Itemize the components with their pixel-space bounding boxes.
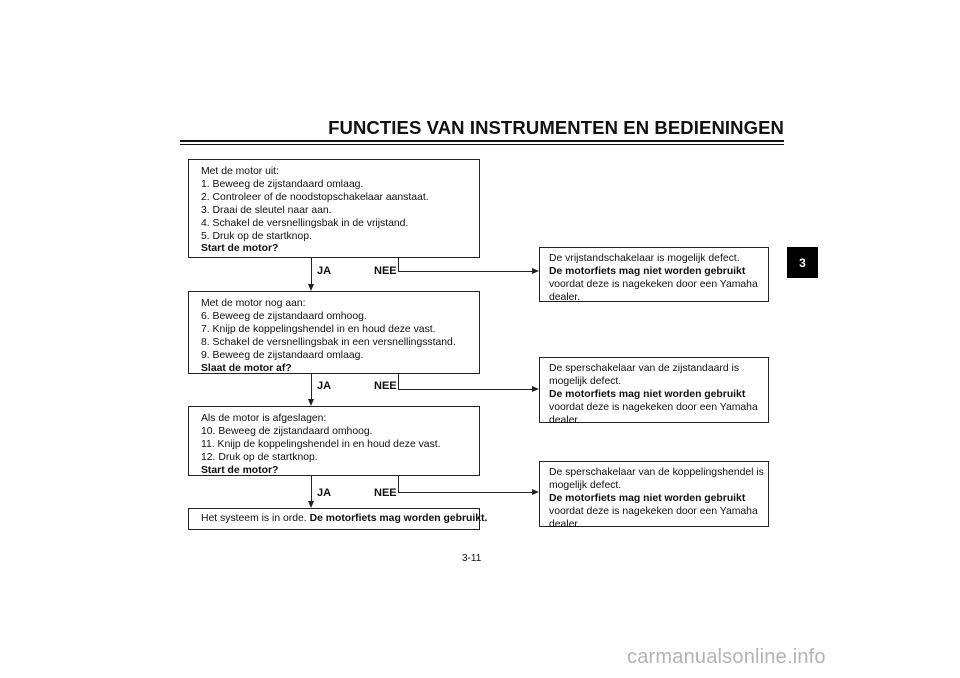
title-rule-thick — [180, 140, 784, 142]
no3-line: mogelijk defect. — [549, 479, 622, 491]
result-ok-box — [188, 508, 488, 530]
no2-line: mogelijk defect. — [549, 375, 622, 387]
no-label-1: NEE — [374, 265, 397, 277]
no3-box — [539, 461, 769, 530]
no2-line: voordat deze is nagekeken door een Yamaha — [549, 401, 758, 413]
title-rule-thin — [180, 144, 784, 145]
yes-label-3: JA — [317, 487, 332, 499]
step1-line: 3. Draai de sleutel naar aan. — [201, 204, 332, 216]
no2-line: De sperschakelaar van de zijstandaard is — [549, 363, 740, 374]
no-connector-3-h — [398, 492, 532, 493]
step1-line: 1. Beweeg de zijstandaard omlaag. — [201, 178, 364, 190]
step3-line: 12. Druk op de startknop. — [201, 451, 318, 463]
step3-question: Start de motor? — [201, 464, 279, 476]
chapter-tab: 3 — [787, 247, 818, 278]
step1-line: 2. Controleer of de noodstopschakelaar aanstaat. — [201, 191, 429, 203]
step2-line: 7. Knijp de koppelingshendel in en houd deze vast. — [201, 323, 436, 335]
no3-line: dealer. — [549, 518, 581, 530]
no-arrow-1 — [532, 268, 539, 274]
no3-warning: De motorfiets mag niet worden gebruikt — [549, 492, 746, 504]
no3-line: De sperschakelaar van de koppelingshendel is — [549, 467, 764, 478]
no-connector-1-v — [398, 258, 399, 271]
no1-line: dealer. — [549, 291, 581, 303]
no1-box — [539, 247, 769, 302]
yes-label-2: JA — [317, 380, 332, 392]
no2-box — [539, 357, 769, 426]
step2-question: Slaat de motor af? — [201, 362, 292, 374]
no3-line: voordat deze is nagekeken door een Yamaha — [549, 505, 758, 517]
step1-line: Met de motor uit: — [201, 166, 279, 177]
result-ok-bold: De motorfiets mag worden gebruikt. — [309, 513, 488, 524]
page-title: FUNCTIES VAN INSTRUMENTEN EN BEDIENINGEN — [328, 117, 784, 138]
yes-connector-2 — [311, 374, 312, 400]
no-label-2: NEE — [374, 380, 397, 392]
no-label-3: NEE — [374, 487, 397, 499]
no-arrow-3 — [532, 489, 539, 495]
step2-line: 9. Beweeg de zijstandaard omlaag. — [201, 349, 364, 361]
no-connector-1-h — [398, 271, 532, 272]
step2-box — [188, 291, 480, 374]
step3-line: 10. Beweeg de zijstandaard omhoog. — [201, 425, 373, 437]
no-arrow-2 — [532, 386, 539, 392]
no1-warning: De motorfiets mag niet worden gebruikt — [549, 265, 746, 277]
step2-line: 6. Beweeg de zijstandaard omhoog. — [201, 310, 367, 322]
yes-arrow-3 — [308, 501, 314, 508]
no-connector-2-h — [398, 389, 532, 390]
no2-line: dealer. — [549, 414, 581, 426]
step2-line: 8. Schakel de versnellingsbak in een versnellingsstand. — [201, 336, 456, 348]
step3-line: 11. Knijp de koppelingshendel in en houd deze vast. — [201, 438, 441, 450]
step2-line: Met de motor nog aan: — [201, 298, 306, 309]
no1-line: De vrijstandschakelaar is mogelijk defect. — [549, 253, 740, 264]
page-number: 3-11 — [462, 553, 482, 564]
step1-box — [188, 159, 480, 258]
watermark: carmanualsonline.info — [627, 646, 826, 668]
yes-arrow-2 — [308, 399, 314, 406]
step1-line: 5. Druk op de startknop. — [201, 230, 312, 242]
step1-question: Start de motor? — [201, 243, 279, 255]
step1-line: 4. Schakel de versnellingsbak in de vrijstand. — [201, 217, 409, 229]
result-ok-text: Het systeem is in orde. — [201, 513, 307, 524]
yes-arrow-1 — [308, 284, 314, 291]
yes-label-1: JA — [317, 265, 332, 277]
no-connector-2-v — [398, 374, 399, 389]
yes-connector-3 — [311, 476, 312, 502]
no-connector-3-v — [398, 476, 399, 492]
no1-line: voordat deze is nagekeken door een Yamaha — [549, 278, 758, 290]
no2-warning: De motorfiets mag niet worden gebruikt — [549, 388, 746, 400]
yes-connector-1 — [311, 258, 312, 285]
step3-line: Als de motor is afgeslagen: — [201, 413, 327, 424]
step3-box — [188, 406, 480, 476]
